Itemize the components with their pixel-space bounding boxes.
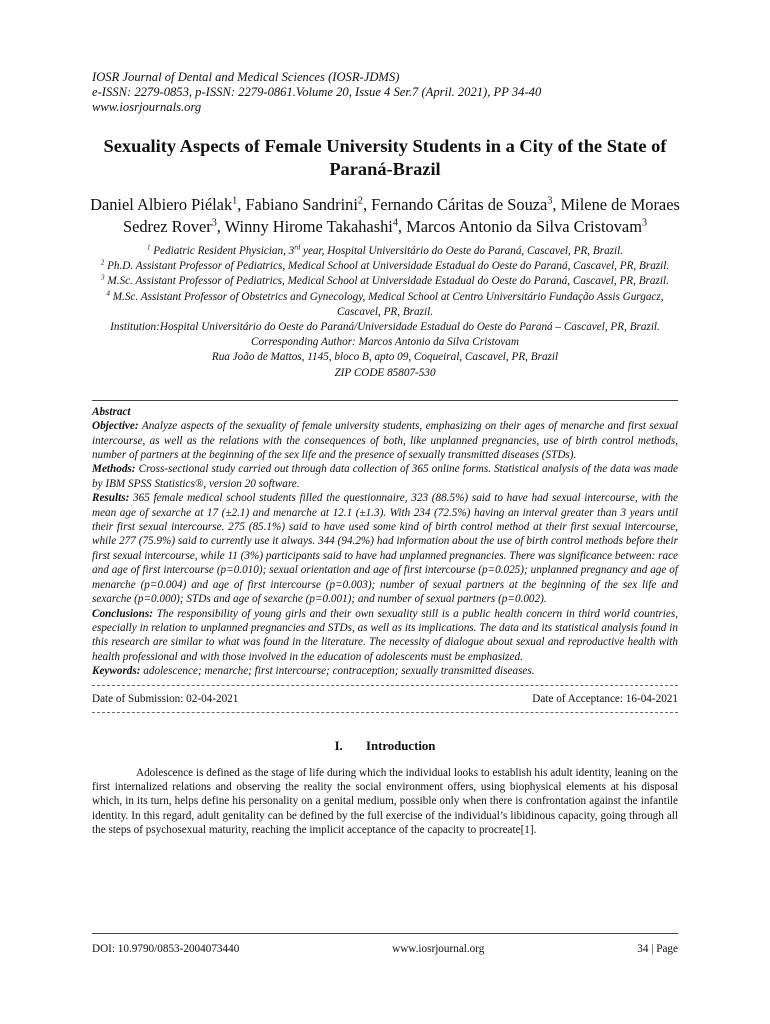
abstract	[92, 400, 678, 679]
abstract-section-text: 365 female medical school students filled the questionnaire, 323 (88.5%) said to have had sexual intercourse, with the mean age of sexarche at 17 (±2.1) and menarche at 12.1 (±1.3). With 234 (72.5%) having an interval greater than 3 years until their first sexual intercourse. 275 (85.1%) said to have used some kind of birth control method at their first sexual intercourse, while 277 (75.9%) said to currently use it always. 344 (94.2%) had information about the use of birth control methods before their first sexual intercourse, while 11 (3%) participants said to have had unplanned pregnancies. There was significance between: race and age of first intercourse (p=0.010); sexual orientation and age of first intercourse (p=0.025); unplanned pregnancy and age of menarche (p=0.004) and age of first intercourse (p=0.003); number of sexual partners at the beginning of the sex life and sexarche (p=0.000); STDs and age of sexarche (p=0.001); and number of sexual partners (p=0.002).	[92, 492, 678, 606]
author-name: Fernando Cáritas de Souza	[371, 195, 548, 214]
author-name: Winny Hirome Takahashi	[224, 217, 393, 236]
footer-site[interactable]: www.iosrjournal.org	[392, 943, 485, 955]
affiliation	[92, 290, 678, 320]
affiliation-mark: 3	[101, 273, 105, 282]
author-affiliation-mark: 2	[357, 195, 363, 207]
affiliation	[92, 244, 678, 259]
abstract-section-label: Conclusions:	[92, 607, 153, 620]
author-affiliation-mark: 4	[392, 217, 398, 229]
abstract-section	[92, 462, 678, 491]
acceptance-date: Date of Acceptance: 16-04-2021	[532, 692, 678, 705]
affiliation-list	[92, 244, 678, 320]
abstract-sections	[92, 419, 678, 678]
section-heading	[92, 739, 678, 754]
journal-issn: e-ISSN: 2279-0853, p-ISSN: 2279-0861.Volume 20, Issue 4 Ser.7 (April. 2021), PP 34-40	[92, 85, 542, 99]
affiliation	[92, 274, 678, 289]
divider-bottom	[92, 712, 678, 713]
journal-name: IOSR Journal of Dental and Medical Sciences (IOSR-JDMS)	[92, 70, 400, 84]
author-affiliation-mark: 3	[547, 195, 553, 207]
affiliations	[92, 244, 678, 381]
author-name: Fabiano Sandrini	[245, 195, 358, 214]
affiliation-mark: 1	[146, 243, 151, 252]
section-number: I.	[334, 738, 343, 753]
ordinal-suffix: rd	[294, 243, 301, 252]
submission-date: Date of Submission: 02-04-2021	[92, 692, 239, 705]
affiliation-text: Pediatric Resident Physician, 3	[150, 245, 295, 257]
affiliation-mark: 4	[106, 288, 110, 297]
abstract-section-text: Analyze aspects of the sexuality of female university students, emphasizing on their ages of menarche and first sexual intercourse, as well as the relations with the consequences of both, like unplanned pregnancies, use of birth control methods, number of partners at the beginning of the sex life and the presence of sexually transmitted diseases (STDs).	[92, 420, 678, 462]
abstract-section	[92, 607, 678, 665]
section-title: Introduction	[365, 738, 436, 753]
address: Rua João de Mattos, 1145, bloco B, apto 09, Coqueiral, Cascavel, PR, Brazil	[211, 351, 559, 364]
author-affiliation-mark: 3	[211, 217, 217, 229]
author-affiliation-mark: 1	[232, 195, 238, 207]
affiliation	[92, 259, 678, 274]
affiliation-text: M.Sc. Assistant Professor of Pediatrics, Medical School at Universidade Estadual do Oeste do Paraná, Cascavel, PR, Brazil.	[104, 275, 669, 288]
footer-page: 34 | Page	[637, 943, 678, 955]
dates-row	[92, 692, 678, 706]
author-name: Marcos Antonio da Silva Cristovam	[406, 217, 642, 236]
zip-code: ZIP CODE 85807-530	[334, 366, 436, 379]
page-footer	[92, 933, 678, 956]
author-name: Daniel Albiero Piélak	[90, 195, 233, 214]
divider-top	[92, 685, 678, 686]
abstract-section	[92, 419, 678, 462]
abstract-section-text: adolescence; menarche; first intercourse; contraception; sexually transmitted diseases.	[140, 665, 535, 678]
affiliation-mark: 2	[100, 258, 105, 267]
abstract-section-text: Cross-sectional study carried out through data collection of 365 online forms. Statistical analysis of the data was made by IBM SPSS Statistics®, version 20 software.	[92, 463, 678, 490]
intro-paragraph: Adolescence is defined as the stage of life during which the individual looks to establish his adult identity, leaning on the first internalized relations and observing the reality the social environment offers, using biophysical elements at his disposal which, in its turn, helps define his personality on a genital medium, possible only when there is confrontation against the infantile identity. In this regard, adult genitality can be defined by the full exercise of the individual’s libidinous capacity, going through all the steps of psychosexual maturity, reaching the implicit acceptance of the capacity to procreate[1].	[92, 766, 678, 837]
affiliation-text: M.Sc. Assistant Professor of Obstetrics and Gynecology, Medical School at Centro Universitário Fundação Assis Gurgacz, Cascavel, PR, Brazil.	[109, 290, 664, 318]
author-name: Milene de Moraes Sedrez Rover	[122, 195, 680, 236]
author-affiliation-mark: 3	[641, 217, 648, 229]
abstract-section-label: Objective:	[92, 420, 139, 433]
paper-title: Sexuality Aspects of Female University Students in a City of the State of Paraná-Brazil	[103, 136, 667, 179]
abstract-section	[92, 664, 678, 678]
journal-url[interactable]: www.iosrjournals.org	[92, 100, 202, 114]
journal-header	[92, 70, 678, 115]
abstract-section-text: The responsibility of young girls and their own sexuality still is a public health concern in third world countries, especially in relation to unplanned pregnancies and STDs, as well as its implications. The data and its statistical analysis found in this research are similar to what was found in the literature. The necessity of dialogue about sexual and reproductive health with health professional and with those involved in the education of adolescents must be emphasized.	[92, 607, 678, 663]
paper-page	[92, 70, 678, 838]
affiliation-text-rest: year, Hospital Universitário do Oeste do Paraná, Cascavel, PR, Brazil.	[300, 245, 624, 257]
abstract-heading: Abstract	[92, 405, 131, 418]
abstract-section-label: Results:	[92, 492, 130, 505]
institution: Institution:Hospital Universitário do Oeste do Paraná/Universidade Estadual do Oeste do Paraná – Cascavel, PR, Brazil.	[110, 321, 660, 334]
author-list: Daniel Albiero Piélak$^1$, Fabiano Sandrini$^2$, Fernando Cáritas de Souza$^3$, Milene de Moraes Sedrez Rover$^3$, Winny Hirome Takahashi$^4$, Marcos Antonio da Silva Cristovam$^3$	[90, 195, 680, 236]
affiliation-text: Ph.D. Assistant Professor of Pediatrics, Medical School at Universidade Estadual do Oeste do Paraná, Cascavel, PR, Brazil.	[104, 260, 670, 273]
abstract-section-label: Methods:	[92, 463, 136, 476]
footer-doi: DOI: 10.9790/0853-2004073440	[92, 943, 240, 955]
corresponding-author: Corresponding Author: Marcos Antonio da Silva Cristovam	[251, 336, 519, 349]
abstract-section-label: Keywords:	[92, 665, 141, 678]
abstract-section	[92, 491, 678, 606]
